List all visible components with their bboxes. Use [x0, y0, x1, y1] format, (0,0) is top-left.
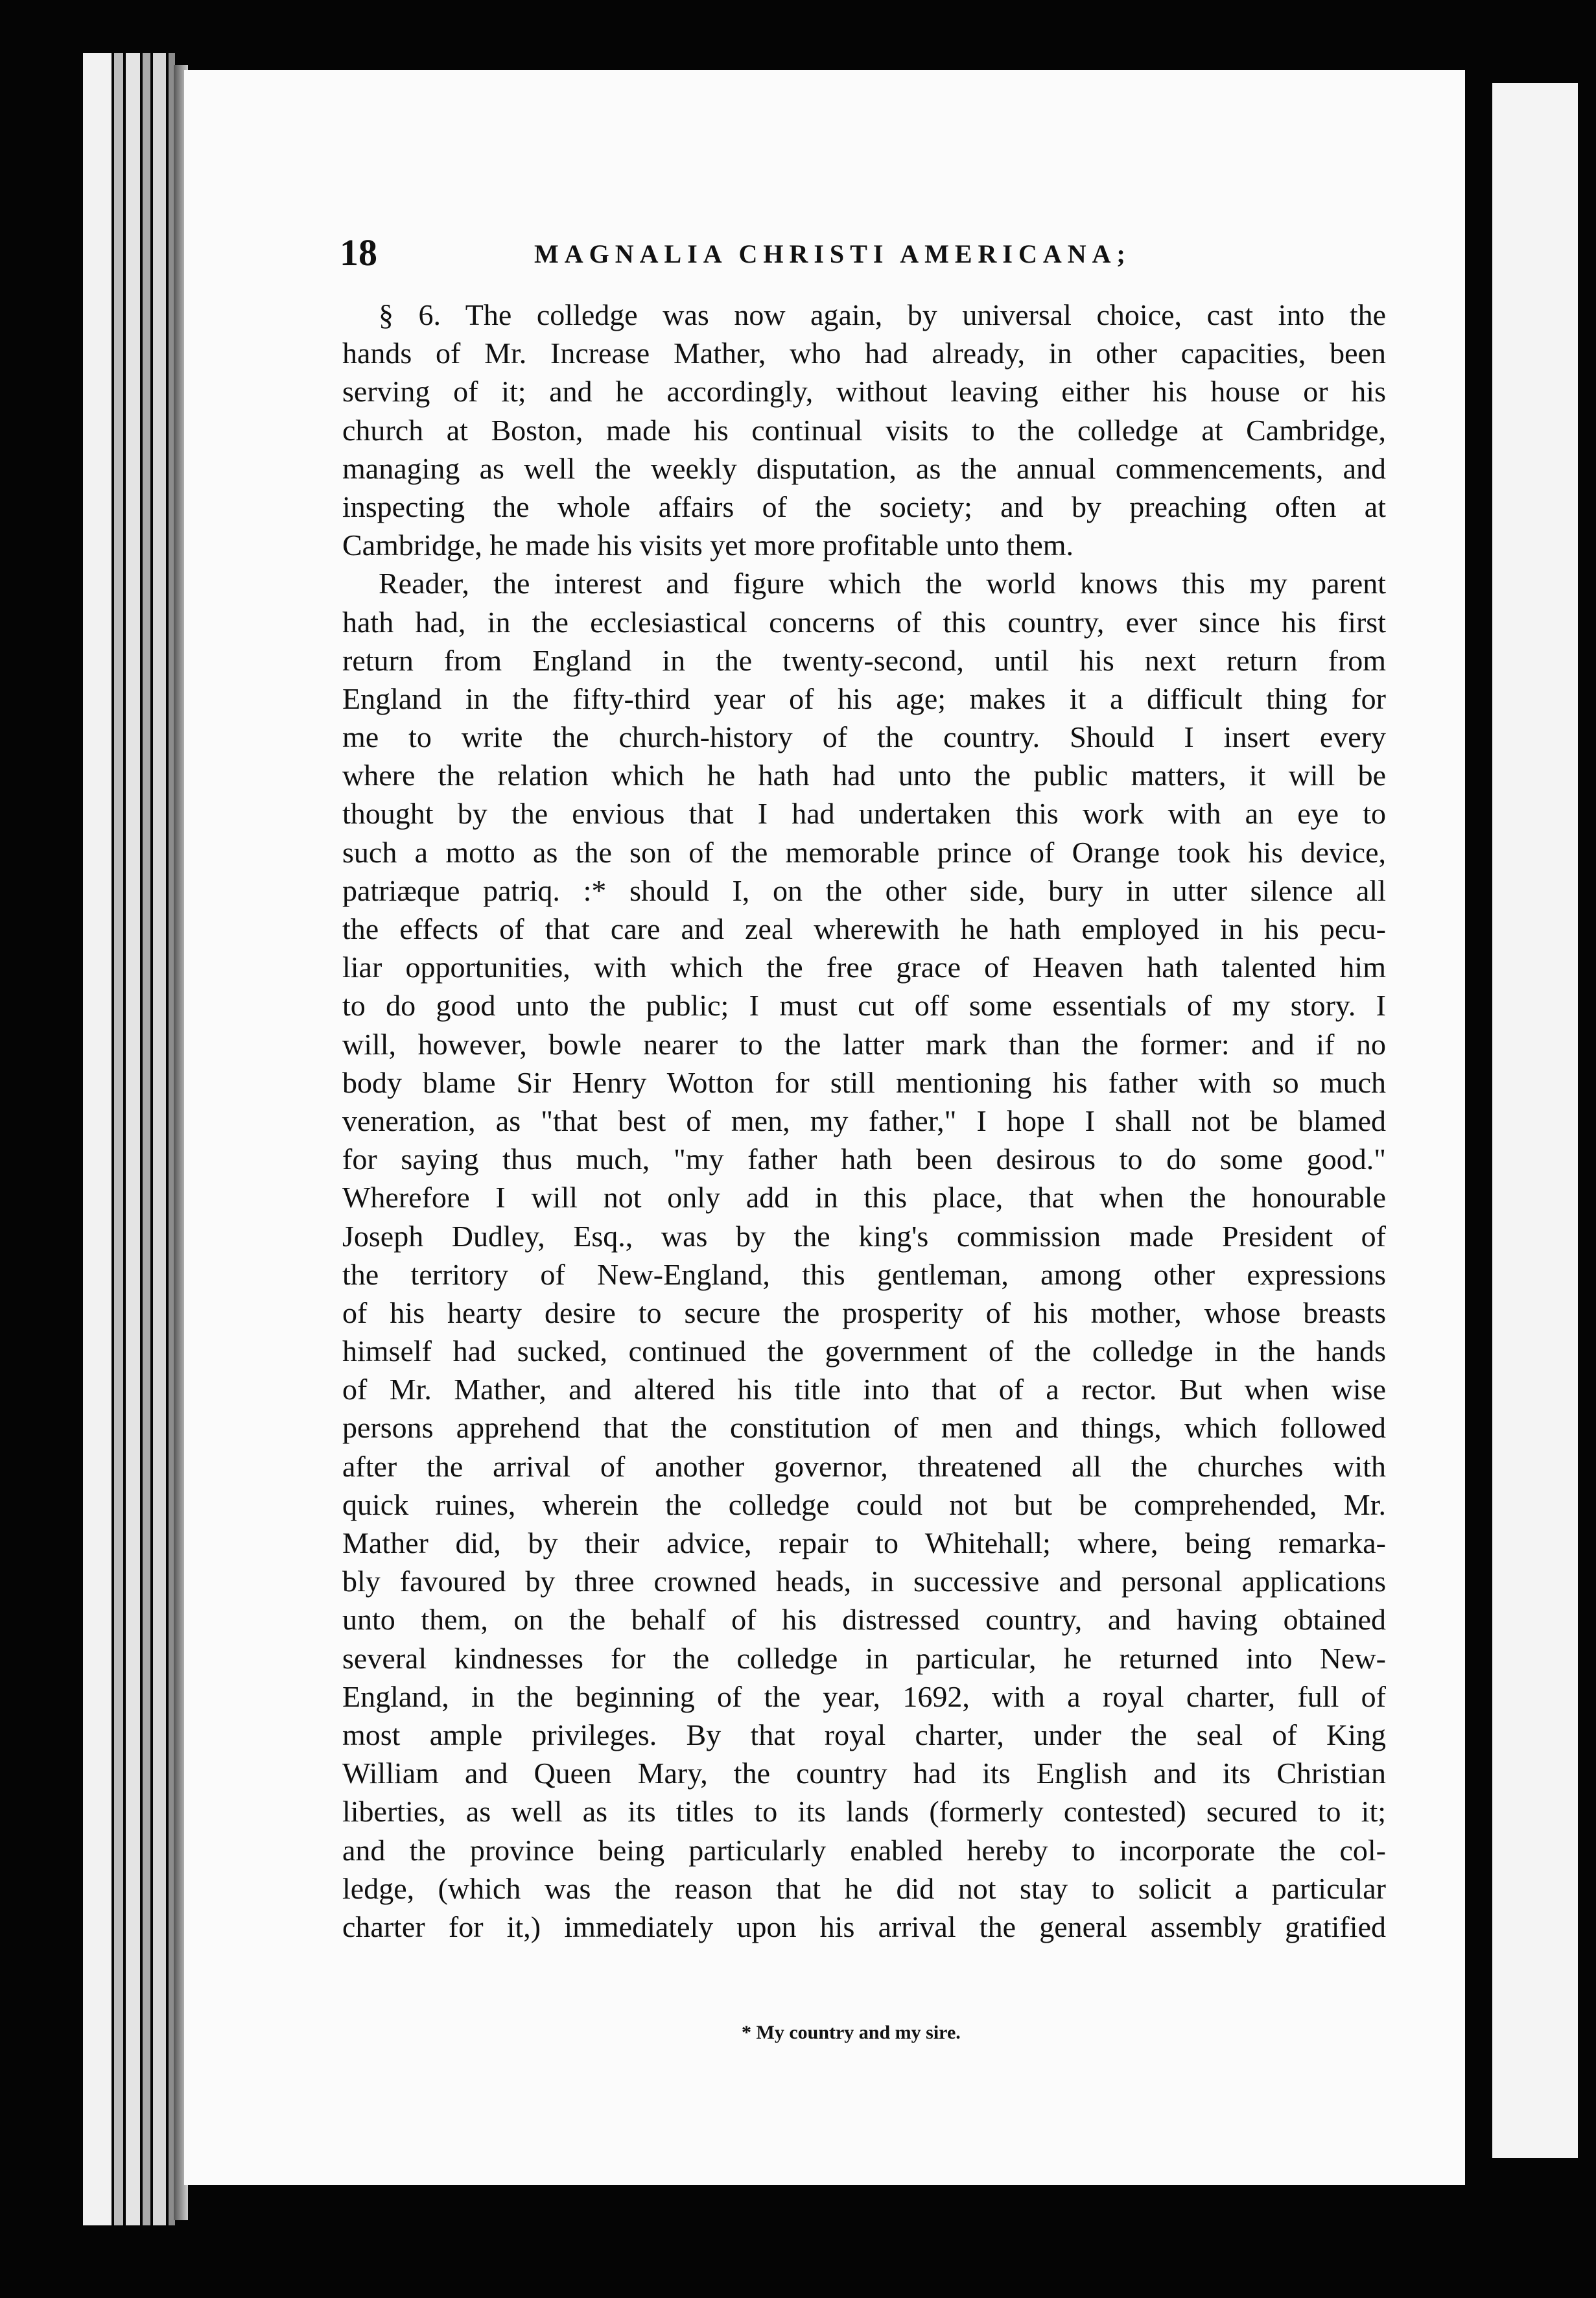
text-line: after the arrival of another governor, threatened all the churches with: [342, 1449, 1386, 1483]
text-line: several kindnesses for the colledge in particular, he returned into New-: [342, 1641, 1386, 1675]
book-page: [184, 70, 1465, 2185]
text-line: of his hearty desire to secure the prosperity of his mother, whose breasts: [342, 1296, 1386, 1329]
text-line: liberties, as well as its titles to its lands (formerly contested) secured to it;: [342, 1795, 1386, 1829]
text-line: Joseph Dudley, Esq., was by the king's commission made President of: [342, 1219, 1386, 1253]
text-line: hands of Mr. Increase Mather, who had already, in other capacities, been: [342, 337, 1386, 370]
text-line: return from England in the twenty-second, until his next return from: [342, 643, 1386, 677]
text-line: such a motto as the son of the memorable prince of Orange took his device,: [342, 835, 1386, 869]
text-line: England in the fifty-third year of his age; makes it a difficult thing for: [342, 681, 1386, 715]
text-line: Reader, the interest and figure which the world knows this my parent: [379, 567, 1386, 600]
text-line: quick ruines, wherein the colledge could not but be comprehended, Mr.: [342, 1487, 1386, 1521]
text-line: me to write the church-history of the country. Should I insert every: [342, 720, 1386, 754]
text-line: himself had sucked, continued the government of the colledge in the hands: [342, 1334, 1386, 1368]
text-line: most ample privileges. By that royal charter, under the seal of King: [342, 1718, 1386, 1751]
text-line: will, however, bowle nearer to the latter mark than the former: and if no: [342, 1027, 1386, 1061]
text-line: England, in the beginning of the year, 1692, with a royal charter, full of: [342, 1679, 1386, 1713]
text-line: William and Queen Mary, the country had its English and its Christian: [342, 1757, 1386, 1790]
text-line: hath had, in the ecclesiastical concerns of this country, ever since his first: [342, 605, 1386, 639]
page-edges: [114, 53, 123, 2225]
text-line: patriæque patriq. :* should I, on the other side, bury in utter silence all: [342, 873, 1386, 907]
text-line: charter for it,) immediately upon his arrival the general assembly gratified: [342, 1910, 1386, 1943]
text-line: inspecting the whole affairs of the society; and by preaching often at: [342, 490, 1386, 523]
text-line: liar opportunities, with which the free grace of Heaven hath talented him: [342, 951, 1386, 984]
footnote: * My country and my sire.: [742, 2022, 961, 2043]
text-line: unto them, on the behalf of his distressed country, and having obtained: [342, 1603, 1386, 1637]
page-number: 18: [340, 231, 377, 274]
text-line: thought by the envious that I had undertaken this work with an eye to: [342, 797, 1386, 831]
text-line: and the province being particularly enabled hereby to incorporate the col-: [342, 1833, 1386, 1867]
text-line: Wherefore I will not only add in this place, that when the honourable: [342, 1181, 1386, 1214]
text-line: for saying thus much, "my father hath been desirous to do some good.": [342, 1143, 1386, 1176]
text-line: § 6. The colledge was now again, by universal choice, cast into the: [379, 298, 1386, 331]
running-title: MAGNALIA CHRISTI AMERICANA;: [534, 239, 1131, 268]
page-edges: [126, 53, 140, 2225]
text-line: of Mr. Mather, and altered his title into that of a rector. But when wise: [342, 1373, 1386, 1406]
page-edges: [143, 53, 150, 2225]
page-edges: [83, 53, 111, 2225]
text-line: serving of it; and he accordingly, without leaving either his house or his: [342, 375, 1386, 409]
text-line: Cambridge, he made his visits yet more profitable unto them.: [342, 528, 1074, 562]
body-text: [342, 296, 1386, 1946]
text-line: veneration, as "that best of men, my father," I hope I shall not be blamed: [342, 1104, 1386, 1137]
text-line: where the relation which he hath had unto the public matters, it will be: [342, 759, 1386, 792]
page-edges: [153, 53, 166, 2225]
text-line: managing as well the weekly disputation, as the annual commencements, and: [342, 451, 1386, 485]
adjacent-page-edge: [1492, 83, 1578, 2158]
text-line: Mather did, by their advice, repair to Whitehall; where, being remarka-: [342, 1526, 1386, 1559]
text-line: church at Boston, made his continual visits to the colledge at Cambridge,: [342, 413, 1386, 447]
text-line: ledge, (which was the reason that he did not stay to solicit a particular: [342, 1871, 1386, 1905]
text-line: the territory of New-England, this gentleman, among other expressions: [342, 1257, 1386, 1291]
text-line: body blame Sir Henry Wotton for still mentioning his father with so much: [342, 1065, 1386, 1099]
text-line: persons apprehend that the constitution of men and things, which followed: [342, 1411, 1386, 1445]
text-line: the effects of that care and zeal wherewith he hath employed in his pecu-: [342, 912, 1386, 945]
text-line: bly favoured by three crowned heads, in successive and personal applications: [342, 1565, 1386, 1598]
running-head: [340, 231, 1377, 283]
text-line: to do good unto the public; I must cut off some essentials of my story. I: [342, 989, 1386, 1023]
